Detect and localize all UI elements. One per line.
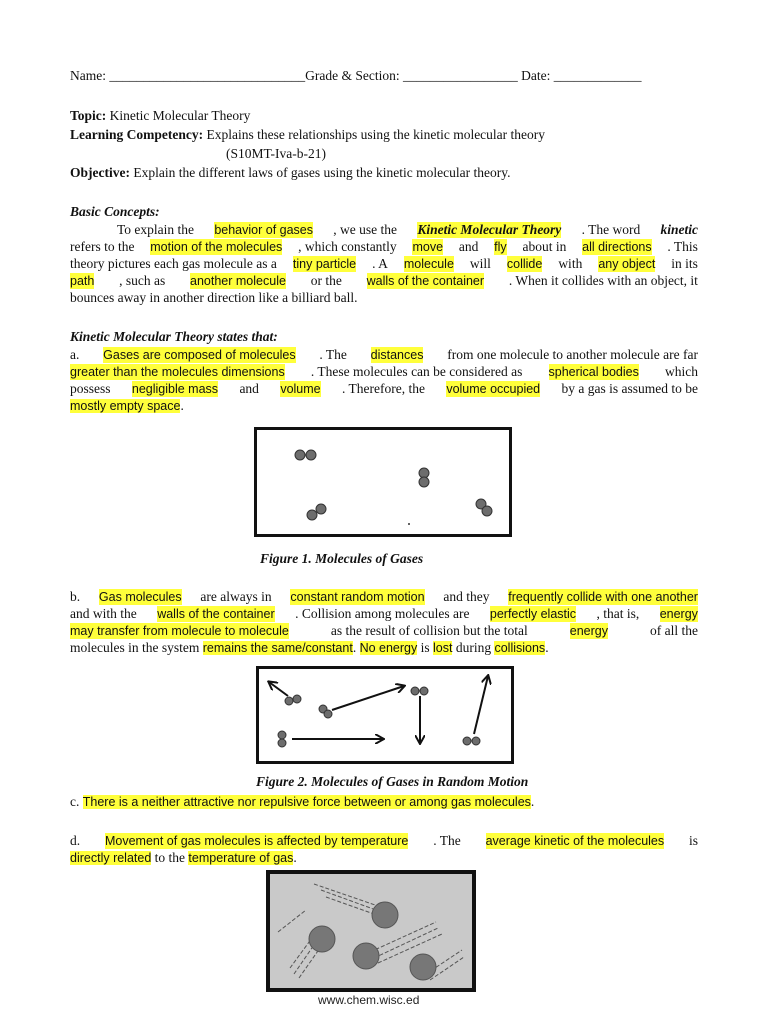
figure-3-source: www.chem.wisc.ed xyxy=(318,993,420,1007)
highlight: volume xyxy=(280,382,321,396)
highlight: behavior of gases xyxy=(214,223,314,237)
basic-line-2 xyxy=(70,239,698,255)
basic-line-3 xyxy=(70,256,698,272)
point-label: a. xyxy=(70,347,80,362)
text: , that is, xyxy=(596,606,640,621)
text: by a gas is assumed to be xyxy=(561,381,698,396)
molecule xyxy=(472,737,480,745)
text: . These molecules can be considered as xyxy=(310,364,523,379)
highlight: Gases are composed of molecules xyxy=(103,348,296,362)
text: , we use the xyxy=(333,222,398,237)
term: kinetic xyxy=(660,222,698,237)
molecule xyxy=(463,737,471,745)
figure-2-random-motion-diagram xyxy=(256,666,514,764)
basic-line-1 xyxy=(117,222,698,238)
objective-text: Explain the different laws of gases using the kinetic molecular theory. xyxy=(133,165,511,180)
highlight-term: Kinetic Molecular Theory xyxy=(417,222,562,237)
text: and they xyxy=(443,589,490,604)
highlight: Gas molecules xyxy=(98,590,182,604)
dot xyxy=(408,523,410,525)
highlight: all directions xyxy=(582,240,652,254)
text: of all the xyxy=(650,623,698,638)
gas-molecule xyxy=(309,926,335,952)
text: refers to the xyxy=(70,239,135,254)
point-a-line-2 xyxy=(70,364,698,380)
point-a-line-3 xyxy=(70,381,698,397)
molecule xyxy=(278,731,286,739)
text: , which constantly xyxy=(298,239,397,254)
basic-heading-line xyxy=(70,204,698,220)
text: . xyxy=(352,640,357,655)
text: as the result of collision but the total xyxy=(330,623,528,638)
text: and xyxy=(239,381,259,396)
gas-molecule xyxy=(372,902,398,928)
text: . The xyxy=(319,347,347,362)
point-label: b. xyxy=(70,589,81,604)
text: . When it collides with an object, it xyxy=(508,273,698,288)
gas-molecule xyxy=(410,954,436,980)
molecule xyxy=(324,710,332,718)
point-a-line-1 xyxy=(70,347,698,363)
basic-line-5 xyxy=(70,290,698,306)
basic-concepts-heading: Basic Concepts: xyxy=(70,204,160,219)
figure-1-molecules-diagram xyxy=(254,427,512,537)
highlight: another molecule xyxy=(190,274,286,288)
highlight: average kinetic of the molecules xyxy=(485,834,665,848)
point-b-line-1 xyxy=(70,589,698,605)
molecule xyxy=(420,687,428,695)
molecule xyxy=(293,695,301,703)
point-label: d. xyxy=(70,833,81,848)
highlight: volume occupied xyxy=(446,382,541,396)
molecule xyxy=(306,450,316,460)
point-d-line-2 xyxy=(70,850,698,866)
highlight: walls of the container xyxy=(157,607,275,621)
highlight: tiny particle xyxy=(292,257,357,271)
text: is xyxy=(688,833,698,848)
text: from one molecule to another molecule are far xyxy=(447,347,698,362)
figure-3-frame xyxy=(268,872,474,990)
text: . This xyxy=(667,239,698,254)
figure-2-frame xyxy=(258,668,513,763)
text: . Collision among molecules are xyxy=(295,606,470,621)
highlight: Movement of gas molecules is affected by temperature xyxy=(104,834,409,848)
highlight: may transfer from molecule to molecule xyxy=(70,624,289,638)
molecule xyxy=(295,450,305,460)
highlight: path xyxy=(70,274,95,288)
highlight: move xyxy=(412,240,444,254)
text: To explain the xyxy=(117,222,195,237)
highlight: spherical bodies xyxy=(548,365,639,379)
highlight: frequently collide with one another xyxy=(508,590,698,604)
molecule xyxy=(285,697,293,705)
text: . xyxy=(545,640,549,655)
highlight: mostly empty space xyxy=(70,399,181,413)
objective-line xyxy=(70,165,698,181)
competency-line xyxy=(70,127,698,143)
gas-molecule xyxy=(353,943,379,969)
text: theory pictures each gas molecule as a xyxy=(70,256,277,271)
highlight: lost xyxy=(433,641,453,655)
text: and with the xyxy=(70,606,137,621)
kmt-heading: Kinetic Molecular Theory states that: xyxy=(70,329,278,344)
competency-label: Learning Competency: xyxy=(70,127,204,142)
text: or the xyxy=(310,273,342,288)
highlight: constant random motion xyxy=(290,590,425,604)
molecule xyxy=(316,504,326,514)
point-b-line-3 xyxy=(70,623,698,639)
highlight: walls of the container xyxy=(366,274,485,288)
highlight: collide xyxy=(506,257,543,271)
molecule xyxy=(278,739,286,747)
competency-code: (S10MT-Iva-b-21) xyxy=(226,146,326,161)
highlight: energy xyxy=(569,624,608,638)
kmt-heading-line xyxy=(70,329,698,345)
text: . xyxy=(293,850,297,865)
highlight: There is a neither attractive nor repulsive force between or among gas molecules xyxy=(82,795,531,809)
topic-text: Kinetic Molecular Theory xyxy=(109,108,251,123)
text: . Therefore, the xyxy=(341,381,425,396)
text: are always in xyxy=(200,589,272,604)
highlight: greater than the molecules dimensions xyxy=(70,365,285,379)
figure-2-caption: Figure 2. Molecules of Gases in Random Motion xyxy=(256,774,529,789)
text: in its xyxy=(671,256,698,271)
text: , such as xyxy=(119,273,166,288)
text: about in xyxy=(522,239,567,254)
highlight: motion of the molecules xyxy=(150,240,283,254)
molecule xyxy=(307,510,317,520)
point-label: c. xyxy=(70,794,80,809)
highlight: fly xyxy=(494,240,507,254)
figure-1-caption: Figure 1. Molecules of Gases xyxy=(260,551,424,566)
text: which xyxy=(664,364,698,379)
text: . A xyxy=(372,256,388,271)
text: . The word xyxy=(581,222,641,237)
highlight: temperature of gas xyxy=(188,851,294,865)
highlight: energy xyxy=(659,607,698,621)
molecule xyxy=(482,506,492,516)
text: . The xyxy=(433,833,461,848)
figure-1-frame xyxy=(256,429,511,536)
highlight: distances xyxy=(370,348,424,362)
molecule xyxy=(419,477,429,487)
text: possess xyxy=(70,381,111,396)
text: will xyxy=(469,256,491,271)
text: bounces away in another direction like a billiard ball. xyxy=(70,290,358,305)
name-grade-date-fields: Name: _____________________________Grade & Section: _________________ Date: _____________ xyxy=(70,68,642,83)
text: . xyxy=(530,794,535,809)
text: is xyxy=(420,640,430,655)
topic-line xyxy=(70,108,698,124)
point-a-line-4 xyxy=(70,398,698,414)
highlight: No energy xyxy=(359,641,418,655)
competency-code-line xyxy=(226,146,326,162)
text: with xyxy=(558,256,583,271)
topic-label: Topic: xyxy=(70,108,107,123)
text: . xyxy=(180,398,184,413)
highlight: directly related xyxy=(70,851,152,865)
competency-text: Explains these relationships using the kinetic molecular theory xyxy=(206,127,546,142)
molecule xyxy=(411,687,419,695)
text: molecules in the system xyxy=(70,640,200,655)
highlight: remains the same/constant xyxy=(202,641,353,655)
objective-label: Objective: xyxy=(70,165,130,180)
text: and xyxy=(458,239,479,254)
highlight: collisions xyxy=(494,641,546,655)
highlight: molecule xyxy=(403,257,454,271)
highlight: negligible mass xyxy=(131,382,219,396)
basic-line-4 xyxy=(70,273,698,289)
header-line xyxy=(70,68,698,84)
point-d-line-1 xyxy=(70,833,698,849)
text: during xyxy=(455,640,492,655)
text: to the xyxy=(154,850,186,865)
point-c-line xyxy=(70,794,698,810)
figure-3-temperature-diagram xyxy=(266,870,476,992)
point-b-line-2 xyxy=(70,606,698,622)
highlight: perfectly elastic xyxy=(489,607,577,621)
highlight: any object xyxy=(598,257,656,271)
point-b-line-4 xyxy=(70,640,698,656)
